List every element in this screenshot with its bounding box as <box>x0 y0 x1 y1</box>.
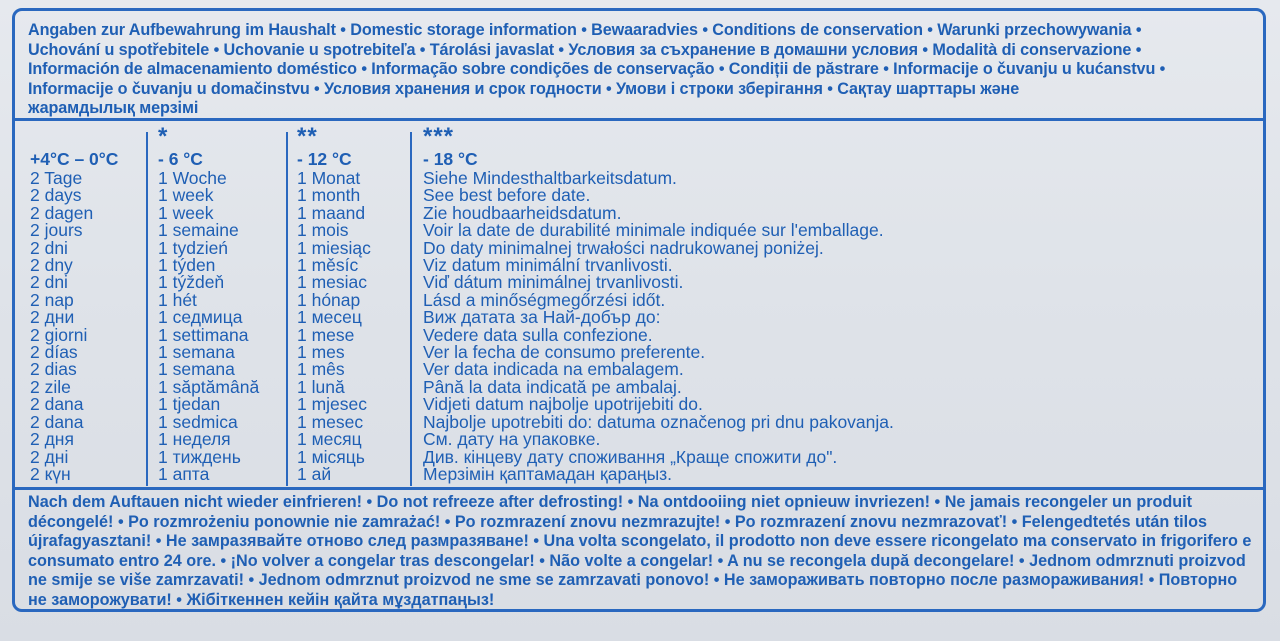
duration-row: Viz datum minimální trvanlivosti. <box>423 255 673 276</box>
duration-row: 1 month <box>297 185 361 206</box>
duration-row: 2 giorni <box>30 324 88 345</box>
duration-row: 2 dni <box>30 237 68 258</box>
duration-row: 1 седмица <box>158 307 243 328</box>
duration-row: Vidjeti datum najbolje upotrijebiti do. <box>423 394 703 415</box>
storage-duration-list <box>158 170 259 483</box>
duration-row: 2 dias <box>30 359 77 380</box>
duration-row: 1 mesec <box>297 411 364 432</box>
footer-line: ne smije se više zamrzavati! • Jednom odmrznut proizvod ne sme se zamrzavati ponovo! • Не замораживать повторно после размораживания! • Повторно <box>28 571 1238 590</box>
duration-row: Мерзімін қаптамадан қараңыз. <box>423 463 673 484</box>
duration-row: 2 күн <box>30 463 71 484</box>
storage-duration-list <box>297 170 371 483</box>
duration-row: 1 semana <box>158 342 235 363</box>
duration-row: 1 mês <box>297 359 345 380</box>
footer-line: не заморожувати! • Жібіткеннен кейін қайта мұздатпаңыз! <box>28 590 495 609</box>
duration-row: 1 měsíc <box>297 255 359 276</box>
duration-row: 2 nap <box>30 289 74 310</box>
duration-row: 2 días <box>30 342 78 363</box>
column-divider <box>146 132 148 486</box>
duration-row: 1 неделя <box>158 429 231 450</box>
header-divider <box>14 118 1264 121</box>
two-star-icon: ** <box>297 123 318 150</box>
duration-row: 1 Woche <box>158 168 227 188</box>
footer-line: Nach dem Auftauen nicht wieder einfrieren! • Do not refreeze after defrosting! • Na ontdooiing niet opnieuw invriezen! • Ne jamais recongeler un produit <box>28 493 1193 511</box>
column-two-star <box>297 123 371 484</box>
storage-duration-list <box>423 170 894 483</box>
duration-row: 2 dni <box>30 272 68 293</box>
duration-row: 1 maand <box>297 202 366 223</box>
duration-row: See best before date. <box>423 185 591 206</box>
duration-row: 1 mese <box>297 324 355 345</box>
duration-row: Ver la fecha de consumo preferente. <box>423 342 706 363</box>
duration-row: 1 miesiąc <box>297 237 371 258</box>
duration-row: Până la data indicată pe ambalaj. <box>423 376 682 397</box>
header-line: Uchování u spotřebitele • Uchovanie u spotrebiteľa • Tárolási javaslat • Условия за съхранение в домашни условия • Modalità di conservazione • <box>28 40 1142 59</box>
column-divider <box>286 132 288 486</box>
duration-row: Ver data indicada na embalagem. <box>423 359 684 380</box>
duration-row: 1 týden <box>158 255 216 276</box>
duration-row: Lásd a minőségmegőrzési időt. <box>423 289 666 310</box>
one-star-icon: * <box>158 123 169 150</box>
temperature-label: +4°C – 0°C <box>30 148 119 169</box>
duration-row: Виж датата за Най-добър до: <box>423 307 661 328</box>
footer-line: consumato entro 24 ore. • ¡No volver a congelar tras descongelar! • Não volte a congelar! • A nu se recongela după decongelare! • Jednom odmrznuti proizvod <box>28 551 1246 570</box>
duration-row: 2 dana <box>30 411 84 432</box>
duration-row: Siehe Mindesthaltbarkeitsdatum. <box>423 168 677 188</box>
duration-row: 1 week <box>158 185 214 206</box>
duration-row: 2 jours <box>30 220 83 241</box>
duration-row: 2 дні <box>30 446 69 467</box>
duration-row: 2 дни <box>30 307 75 328</box>
duration-row: 2 dana <box>30 394 84 415</box>
refreeze-warning <box>28 493 1254 611</box>
duration-row: 1 tjedan <box>158 394 221 415</box>
header-line: Angaben zur Aufbewahrung im Haushalt • Domestic storage information • Bewaaradvies • Conditions de conservation • Warunki przechowywania • <box>28 21 1142 39</box>
temperature-label: - 6 °C <box>158 148 203 169</box>
duration-row: 2 dagen <box>30 202 94 223</box>
column-three-star <box>423 123 894 484</box>
duration-row: 1 місяць <box>297 446 365 467</box>
footer-divider <box>14 487 1264 490</box>
duration-row: 1 mesiac <box>297 272 368 293</box>
duration-row: Voir la date de durabilité minimale indiquée sur l'emballage. <box>423 220 884 241</box>
duration-row: 1 semana <box>158 359 235 380</box>
duration-row: 1 hónap <box>297 289 361 310</box>
duration-row: Do daty minimalnej trwałości nadrukowanej poniżej. <box>423 237 824 258</box>
duration-row: 1 semaine <box>158 220 239 241</box>
duration-row: Viď dátum minimálnej trvanlivosti. <box>423 272 684 293</box>
duration-row: 1 lună <box>297 376 345 397</box>
header-line: Información de almacenamiento doméstico • Informação sobre condições de conservação • Condiții de păstrare • Informacije o čuvanju u kućanstvu • <box>28 60 1166 78</box>
duration-row: 1 mes <box>297 342 345 363</box>
duration-row: 1 week <box>158 202 214 223</box>
header-line: Informacije o čuvanju u domačinstvu • Условия хранения и срок годности • Умови і строки зберігання • Сақтау шарттары және <box>28 79 1020 98</box>
header-line: жарамдылық мерзімі <box>28 99 199 117</box>
duration-row: 1 ай <box>297 463 332 484</box>
temperature-label: - 18 °C <box>423 148 478 169</box>
storage-info-header <box>28 21 1256 119</box>
duration-row: Vedere data sulla confezione. <box>423 324 653 345</box>
storage-duration-list <box>30 170 118 483</box>
duration-row: 1 mjesec <box>297 394 368 415</box>
duration-row: 1 Monat <box>297 168 361 188</box>
duration-row: 1 месяц <box>297 429 362 450</box>
duration-row: 1 апта <box>158 463 210 484</box>
column-divider <box>410 132 412 486</box>
duration-row: 1 sedmica <box>158 411 238 432</box>
duration-row: 1 săptămână <box>158 376 260 397</box>
duration-row: 1 settimana <box>158 324 249 345</box>
duration-row: См. дату на упаковке. <box>423 429 601 450</box>
footer-line: újrafagyasztani! • Не замразявайте отново след размразяване! • Una volta scongelato, il prodotto non deve essere ricongelato ma conservato in frigorifero e <box>28 532 1252 551</box>
three-star-icon: *** <box>423 123 455 150</box>
duration-row: 1 týždeň <box>158 272 225 293</box>
duration-row: 2 days <box>30 185 82 206</box>
duration-row: Najbolje upotrebiti do: datuma označenog pri dnu pakovanja. <box>423 411 894 432</box>
column-fridge <box>30 134 118 483</box>
duration-row: 2 Tage <box>30 168 83 188</box>
footer-line: décongelé! • Po rozmrożeniu ponownie nie zamrażać! • Po rozmrazení znovu nezmrazujte! • Po rozmrazení znovu nezmrazovať! • Felengedtetés után tilos <box>28 512 1208 531</box>
duration-row: Zie houdbaarheidsdatum. <box>423 202 622 223</box>
duration-row: 1 tydzień <box>158 237 229 258</box>
temperature-label: - 12 °C <box>297 148 352 169</box>
duration-row: 2 zile <box>30 376 71 397</box>
duration-row: 1 месец <box>297 307 362 328</box>
duration-row: 1 тиждень <box>158 446 241 467</box>
duration-row: 1 hét <box>158 289 197 310</box>
duration-row: 1 mois <box>297 220 349 241</box>
duration-row: Див. кінцеву дату споживання „Краще спожити до". <box>423 446 838 467</box>
column-one-star <box>158 123 260 484</box>
duration-row: 2 dny <box>30 255 73 276</box>
duration-row: 2 дня <box>30 429 74 450</box>
